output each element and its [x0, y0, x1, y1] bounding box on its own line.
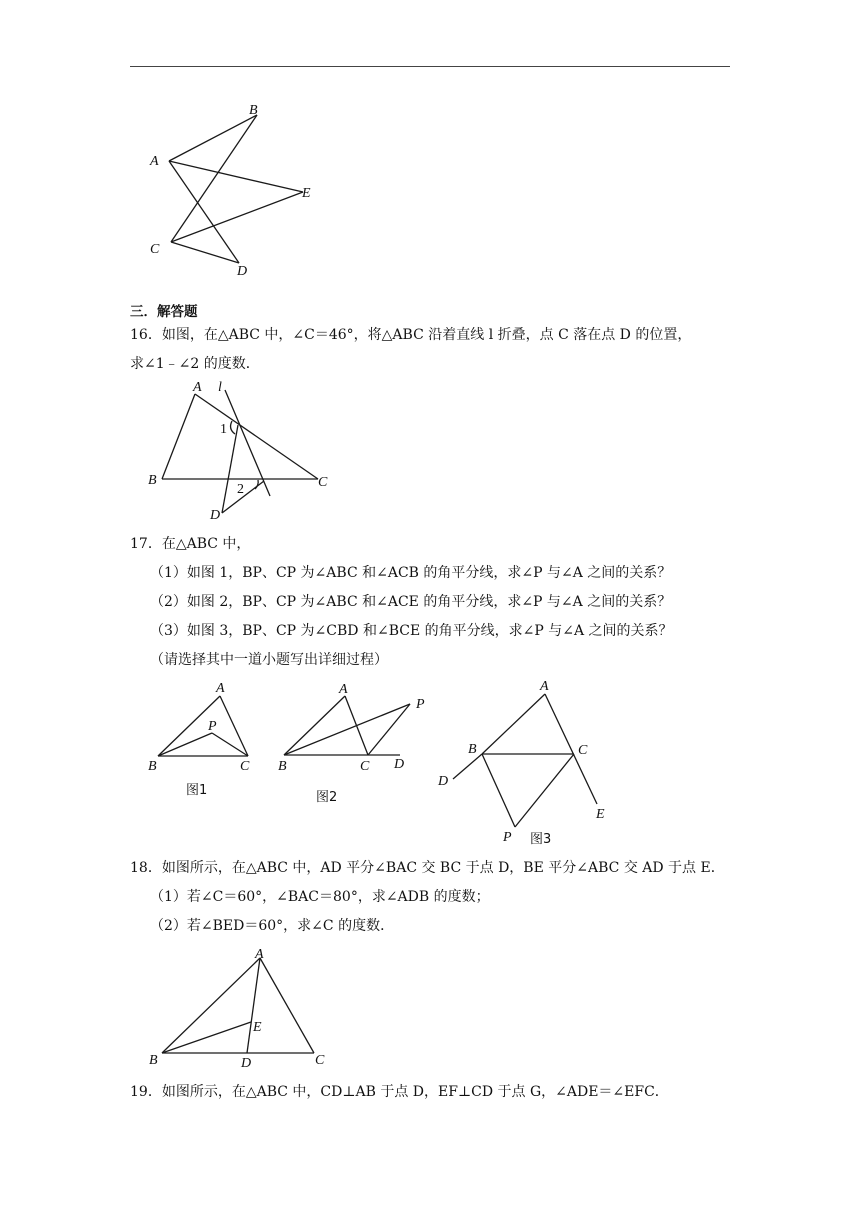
label-B: B: [278, 759, 287, 774]
label-E: E: [253, 1020, 262, 1035]
label-B: B: [148, 759, 157, 774]
segment-BE: [162, 1022, 251, 1053]
q18-part1: （1）若∠C＝60°，∠BAC＝80°，求∠ADB 的度数；: [150, 889, 490, 905]
figure-15: [140, 98, 330, 283]
label-A: A: [216, 681, 225, 696]
segment-BD: [453, 754, 482, 779]
label-D: D: [241, 1056, 252, 1071]
label-C: C: [360, 759, 370, 774]
segment-AB: [284, 696, 345, 755]
label-C: C: [318, 475, 328, 490]
segment-AD: [247, 958, 260, 1053]
figure-17-3-caption: 图3: [530, 832, 552, 847]
label-1: 1: [220, 422, 227, 437]
segment-BP: [482, 754, 515, 827]
segment-CP: [368, 704, 410, 755]
q19-line1: 19．如图所示，在△ABC 中，CD⊥AB 于点 D，EF⊥CD 于点 G，∠ADE＝∠EFC．: [130, 1084, 669, 1100]
segment-AC: [195, 394, 318, 479]
figure-17-1: [140, 676, 270, 776]
segment-AB: [162, 958, 260, 1053]
label-D: D: [394, 757, 405, 772]
label-E: E: [302, 186, 311, 201]
segment-CE: [171, 192, 303, 242]
figure-17-1-caption: 图1: [186, 783, 208, 798]
label-A: A: [150, 154, 159, 169]
label-P: P: [208, 719, 217, 734]
segment-AC: [260, 958, 314, 1053]
figure-17-2: [270, 676, 440, 776]
figure-17-3: [432, 674, 622, 852]
segment-AB: [169, 115, 257, 161]
label-l: l: [218, 380, 222, 395]
segment-AB: [162, 394, 195, 479]
line-l: [225, 390, 270, 496]
q17-part3: （3）如图 3，BP、CP 为∠CBD 和∠BCE 的角平分线，求∠P 与∠A 之间的关系？: [150, 623, 673, 639]
label-C: C: [150, 242, 160, 257]
label-A: A: [540, 679, 549, 694]
segment-fold-to-D: [222, 425, 238, 513]
label-B: B: [149, 1053, 158, 1068]
label-A: A: [255, 947, 264, 962]
segment-BP: [158, 733, 212, 756]
label-A: A: [339, 682, 348, 697]
q17-part1: （1）如图 1，BP、CP 为∠ABC 和∠ACB 的角平分线，求∠P 与∠A 之间的关系？: [150, 565, 672, 581]
label-P: P: [416, 697, 425, 712]
q17-part2: （2）如图 2，BP、CP 为∠ABC 和∠ACE 的角平分线，求∠P 与∠A 之间的关系？: [150, 594, 672, 610]
header-rule: [130, 66, 730, 67]
segment-AE: [545, 694, 597, 804]
figure-16: [140, 376, 340, 526]
segment-AB: [482, 694, 545, 754]
q17-intro: 17．在△ABC 中，: [130, 536, 251, 552]
figure-18: [140, 940, 340, 1075]
segment-CD: [171, 242, 239, 263]
segment-CP: [515, 754, 574, 827]
label-C: C: [578, 743, 588, 758]
segment-AD: [169, 161, 239, 263]
segment-BP: [284, 704, 410, 755]
label-2: 2: [237, 482, 244, 497]
label-C: C: [240, 759, 250, 774]
q18-part2: （2）若∠BED＝60°，求∠C 的度数．: [150, 918, 395, 934]
label-P: P: [503, 830, 512, 845]
label-D: D: [237, 264, 248, 279]
q17-note: （请选择其中一道小题写出详细过程）: [150, 652, 388, 668]
q16-line1: 16．如图，在△ABC 中，∠C＝46°，将△ABC 沿着直线 l 折叠，点 C 落在点 D 的位置，: [130, 327, 692, 343]
segment-AE: [169, 161, 303, 192]
label-B: B: [148, 473, 157, 488]
label-A: A: [193, 380, 202, 395]
q16-line2: 求∠1﹣∠2 的度数．: [130, 356, 260, 372]
angle-2-arc: [255, 480, 258, 489]
label-C: C: [315, 1053, 325, 1068]
figure-17-2-caption: 图2: [316, 790, 338, 805]
label-D: D: [438, 774, 449, 789]
section-title: 三．解答题: [130, 304, 198, 320]
angle-1-arc: [231, 421, 235, 434]
label-D: D: [210, 508, 221, 523]
label-B: B: [468, 742, 477, 757]
q18-line1: 18．如图所示，在△ABC 中，AD 平分∠BAC 交 BC 于点 D，BE 平分∠ABC 交 AD 于点 E．: [130, 860, 725, 876]
label-E: E: [596, 807, 605, 822]
label-B: B: [249, 103, 258, 118]
